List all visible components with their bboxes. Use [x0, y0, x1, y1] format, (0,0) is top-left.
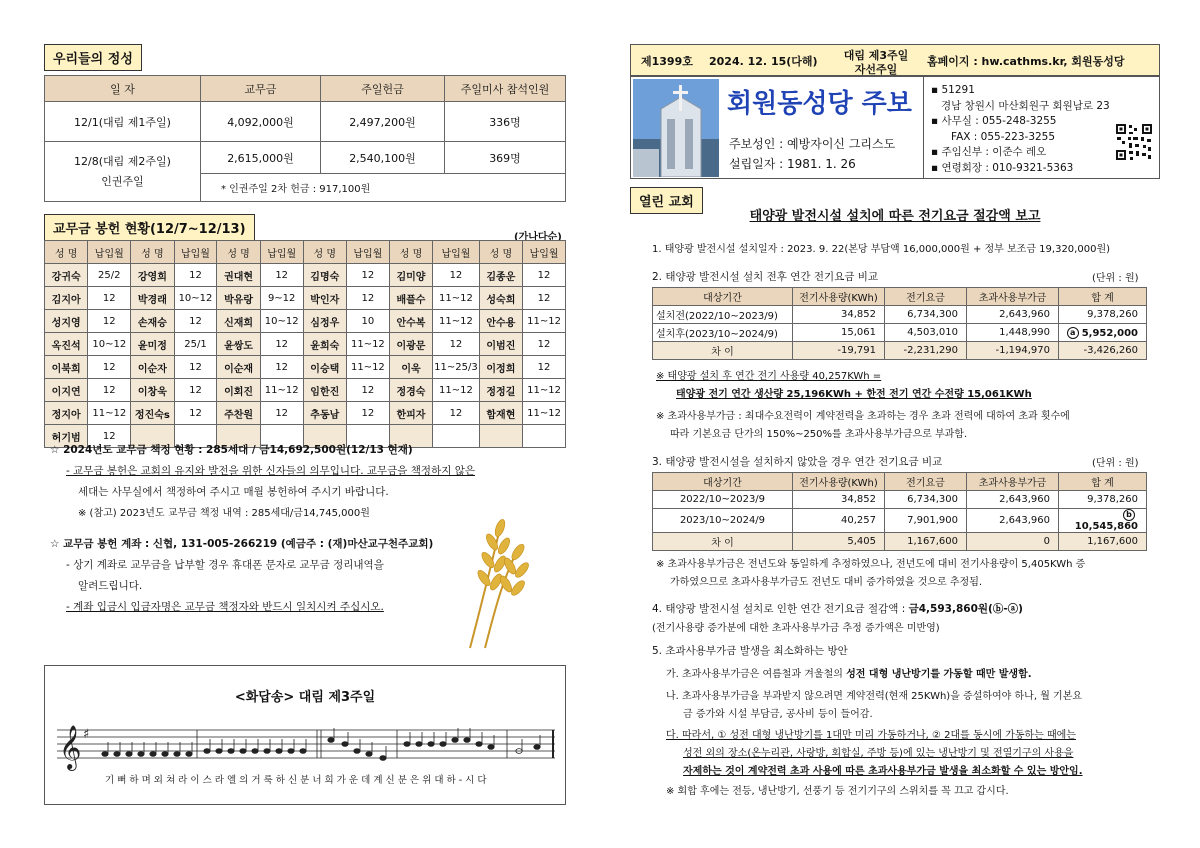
t2-r2-surcharge: 2,643,960	[967, 509, 1059, 533]
status-month-cell: 11~12	[346, 356, 389, 379]
offering-row1-attend: 336명	[445, 102, 566, 142]
t1-r1-fee: 6,734,300	[885, 306, 967, 324]
t1-header-usage: 전기사용량(KWh)	[793, 288, 885, 306]
status-name-cell: 이순자	[131, 356, 174, 379]
church-photo	[633, 79, 719, 177]
contact-info	[931, 83, 1110, 176]
item5a	[666, 665, 1032, 680]
pastor: ▪ 주임신부 : 이준수 레오	[931, 146, 1047, 158]
offering-table	[44, 75, 566, 202]
offering-row1-gyomu: 4,092,000원	[201, 102, 321, 142]
t1-header-total: 합 계	[1059, 288, 1147, 306]
info-divider	[923, 77, 924, 178]
offering-section-title: 우리들의 정성	[44, 44, 142, 71]
status-name-cell: 정경숙	[389, 379, 432, 402]
t1-r2-period: 설치후(2023/10~2024/9)	[653, 324, 793, 342]
svg-text:𝄞: 𝄞	[59, 725, 82, 769]
note1-line2: 세대는 사무실에서 책정하여 주시고 매월 봉헌하여 주시기 바랍니다.	[78, 486, 389, 498]
note1-line1: - 교무금 봉헌은 교회의 유지와 발전을 위한 신자들의 의무입니다. 교무금을 책정하지 않은	[66, 465, 475, 477]
status-month-cell: 12	[174, 356, 217, 379]
status-name-cell: 이정희	[479, 356, 522, 379]
item5a-bold: 성전 대형 냉난방기를 가동할 때만 발생함.	[846, 669, 1032, 680]
patron-saint: 주보성인 : 예방자이신 그리스도	[729, 137, 896, 151]
offering-header-attend: 주일미사 참석인원	[445, 76, 566, 102]
t2-note1b: 가하였으므로 초과사용부가금도 전년도 대비 증가하였을 것으로 추정됨.	[670, 577, 983, 588]
status-month-cell: 11~12	[260, 379, 303, 402]
status-month-cell: 12	[523, 264, 566, 287]
table1	[652, 287, 1147, 360]
status-table	[44, 240, 566, 448]
t2-header-surcharge: 초과사용부가금	[967, 473, 1059, 491]
issue-date: 2024. 12. 15(다해)	[709, 55, 818, 68]
item5c2: 성전 외의 장소(온누리관, 사랑방, 회합실, 주방 등)에 있는 냉난방기 및 전열기구의 사용을	[683, 748, 1074, 759]
music-staff	[57, 716, 557, 771]
status-name-cell: 윤희숙	[303, 333, 346, 356]
status-month-cell: 12	[346, 264, 389, 287]
mark-b: b	[1123, 509, 1135, 521]
founded-date: 설립일자 : 1981. 1. 26	[729, 157, 856, 171]
status-name-cell: 김미양	[389, 264, 432, 287]
status-name-cell: 강영희	[131, 264, 174, 287]
postal-code: ▪ 51291	[931, 84, 975, 96]
status-month-cell: 12	[88, 425, 131, 448]
t2-diff-fee: 1,167,600	[885, 533, 967, 551]
offering-row2-heongeum: 2,540,100원	[321, 142, 445, 174]
status-header-name: 성 명	[389, 241, 432, 264]
status-header-name: 성 명	[479, 241, 522, 264]
status-month-cell: 10~12	[88, 333, 131, 356]
offering-header-date: 일 자	[45, 76, 201, 102]
status-header-month: 납입월	[523, 241, 566, 264]
status-month-cell: 11~12	[433, 310, 480, 333]
status-name-cell: 윤미정	[131, 333, 174, 356]
item4-note: (전기사용량 증가분에 대한 초과사용부가금 추정 증가액은 미반영)	[652, 623, 940, 634]
status-month-cell: 11~12	[433, 379, 480, 402]
status-name-cell: 추동남	[303, 402, 346, 425]
status-name-cell: 안수용	[479, 310, 522, 333]
t1-r2-usage: 15,061	[793, 324, 885, 342]
status-month-cell: 12	[174, 310, 217, 333]
item5: 5. 초과사용부가금 발생을 최소화하는 방안	[652, 645, 848, 657]
item4-label: 4. 태양광 발전시설 설치로 인한 연간 전기요금 절감액 :	[652, 603, 909, 615]
t1-diff-usage: -19,791	[793, 342, 885, 360]
offering-row1-date: 12/1(대림 제1주일)	[45, 102, 201, 142]
status-month-cell: 12	[346, 379, 389, 402]
t1-note1a: ※ 태양광 설치 후 연간 전기 사용량 40,257KWh =	[656, 371, 882, 382]
status-name-cell: 이욱	[389, 356, 432, 379]
status-month-cell: 25/2	[88, 264, 131, 287]
status-name-cell: 김종운	[479, 264, 522, 287]
status-name-cell: 김명숙	[303, 264, 346, 287]
president: ▪ 연령회장 : 010-9321-5363	[931, 161, 1074, 174]
status-name-cell: 이범진	[479, 333, 522, 356]
t2-r1-surcharge: 2,643,960	[967, 491, 1059, 509]
t1-diff-surcharge: -1,194,970	[967, 342, 1059, 360]
status-name-cell: 강귀숙	[45, 264, 88, 287]
status-name-cell: 함재현	[479, 402, 522, 425]
status-month-cell: 12	[174, 264, 217, 287]
status-name-cell: 임한진	[303, 379, 346, 402]
status-month-cell: 12	[88, 356, 131, 379]
status-name-cell: 윤쌍도	[217, 333, 260, 356]
status-month-cell: 12	[260, 333, 303, 356]
status-month-cell	[523, 425, 566, 448]
status-name-cell: 이북희	[45, 356, 88, 379]
status-header-month: 납입월	[88, 241, 131, 264]
status-order-note: (가나다순)	[514, 232, 562, 243]
masthead	[630, 76, 1160, 179]
status-row	[45, 287, 566, 310]
status-month-cell: 12	[174, 402, 217, 425]
status-month-cell: 11~12	[523, 310, 566, 333]
wheat-illustration	[440, 500, 540, 650]
song-box	[44, 665, 566, 805]
status-row	[45, 379, 566, 402]
status-month-cell: 12	[346, 287, 389, 310]
status-month-cell: 12	[174, 379, 217, 402]
offering-row2-gyomu: 2,615,000원	[201, 142, 321, 174]
item5c1: 다. 따라서, ① 성전 대형 냉난방기를 1대만 미리 가동하거나, ② 2대를 동시에 가동하는 때에는	[666, 730, 1076, 741]
status-month-cell: 12	[260, 264, 303, 287]
t2-r1-total: 9,378,260	[1059, 491, 1147, 509]
office-phone-text: 사무실 : 055-248-3255	[941, 115, 1057, 127]
status-month-cell: 12	[88, 310, 131, 333]
t2-r1-period: 2022/10~2023/9	[653, 491, 793, 509]
status-month-cell: 11~25/3	[433, 356, 480, 379]
president-text: 연령회장 : 010-9321-5363	[941, 161, 1074, 174]
item5b1: 나. 초과사용부가금을 부과받지 않으려면 계약전력(현재 25KWh)을 증설하여야 하나, 월 기본요	[666, 691, 1083, 702]
status-month-cell	[433, 425, 480, 448]
status-name-cell: 박인자	[303, 287, 346, 310]
status-month-cell: 12	[260, 356, 303, 379]
t2-header-fee: 전기요금	[885, 473, 967, 491]
note2-line1: - 상기 계좌로 교무금을 납부할 경우 휴대폰 문자로 교무금 정리내역을	[66, 559, 384, 571]
t1-r2-total	[1059, 324, 1147, 342]
status-name-cell: 이승택	[303, 356, 346, 379]
status-header-name: 성 명	[45, 241, 88, 264]
status-header-name: 성 명	[303, 241, 346, 264]
status-name-cell: 정지아	[45, 402, 88, 425]
postal-code-text: 51291	[941, 84, 975, 96]
t1-note2b: 따라 기본요금 단가의 150%~250%를 초과사용부가금으로 부과함.	[670, 429, 968, 440]
t2-diff-surcharge: 0	[967, 533, 1059, 551]
item4	[652, 601, 1023, 616]
status-month-cell: 12	[523, 287, 566, 310]
fax-number: FAX : 055-223-3255	[951, 130, 1056, 143]
song-lyrics: 기 뻐 하 며 외 쳐 라 이 스 라 엘 의 거 룩 하 신 분 너 희 가 운 데 계 신 분 은 위 대 하 - 시 다	[105, 775, 487, 786]
t1-diff-label: 차 이	[653, 342, 793, 360]
t1-r1-surcharge: 2,643,960	[967, 306, 1059, 324]
t1-header-surcharge: 초과사용부가금	[967, 288, 1059, 306]
offering-row2-attend: 369명	[445, 142, 566, 174]
status-month-cell: 10~12	[174, 287, 217, 310]
t2-r1-fee: 6,734,300	[885, 491, 967, 509]
t1-header-period: 대상기간	[653, 288, 793, 306]
status-month-cell: 9~12	[260, 287, 303, 310]
t1-note1b: 태양광 전기 연간 생산량 25,196KWh + 한전 전기 연간 수전량 15,061KWh	[676, 389, 1032, 400]
offering-row2-date-line2: 인권주일	[101, 174, 144, 188]
t1-r1-usage: 34,852	[793, 306, 885, 324]
offering-row1-heongeum: 2,497,200원	[321, 102, 445, 142]
status-month-cell: 11~12	[523, 379, 566, 402]
status-month-cell: 12	[88, 287, 131, 310]
t2-diff-usage: 5,405	[793, 533, 885, 551]
table2-unit: (단위 : 원)	[1092, 458, 1139, 469]
t2-r1-usage: 34,852	[793, 491, 885, 509]
offering-row2-date-line1: 12/8(대림 제2주일)	[74, 154, 171, 168]
t1-diff-fee: -2,231,290	[885, 342, 967, 360]
status-month-cell: 10	[346, 310, 389, 333]
status-month-cell: 12	[523, 356, 566, 379]
address: 경남 창원시 마산회원구 회원남로 23	[941, 99, 1110, 112]
status-month-cell: 12	[433, 333, 480, 356]
status-row	[45, 402, 566, 425]
status-row	[45, 264, 566, 287]
offering-header-heongeum: 주일헌금	[321, 76, 445, 102]
status-name-cell: 이창욱	[131, 379, 174, 402]
status-name-cell: 신재희	[217, 310, 260, 333]
status-month-cell: 12	[433, 402, 480, 425]
status-header-row	[45, 241, 566, 264]
status-name-cell: 이광문	[389, 333, 432, 356]
office-phone: ▪ 사무실 : 055-248-3255	[931, 115, 1057, 127]
status-name-cell: 이회진	[217, 379, 260, 402]
t1-r2-fee: 4,503,010	[885, 324, 967, 342]
issue-number: 제1399호	[641, 55, 693, 68]
season-line2: 자선주일	[854, 63, 898, 76]
status-name-cell: 권대현	[217, 264, 260, 287]
qr-code-icon[interactable]	[1115, 123, 1153, 161]
status-row	[45, 333, 566, 356]
t1-r2-total-value: 5,952,000	[1081, 327, 1138, 339]
status-name-cell: 안수복	[389, 310, 432, 333]
status-month-cell: 10~12	[260, 310, 303, 333]
t2-r2-period: 2023/10~2024/9	[653, 509, 793, 533]
status-row	[45, 310, 566, 333]
status-section-title: 교무금 봉헌 현황(12/7~12/13)	[44, 214, 255, 241]
note2-line2: 알려드립니다.	[78, 580, 143, 592]
status-name-cell: 정정길	[479, 379, 522, 402]
status-header-month: 납입월	[260, 241, 303, 264]
item4-amount: 금4,593,860원(ⓑ-ⓐ)	[908, 603, 1023, 615]
t2-header-usage: 전기사용량(KWh)	[793, 473, 885, 491]
masthead-title: 회원동성당 주보	[727, 89, 912, 119]
status-row	[45, 356, 566, 379]
status-name-cell: 성숙희	[479, 287, 522, 310]
item3: 3. 태양광 발전시설을 설치하지 않았을 경우 연간 전기요금 비교	[652, 456, 943, 468]
table2	[652, 472, 1147, 551]
t1-r2-surcharge: 1,448,990	[967, 324, 1059, 342]
status-month-cell: 25/1	[174, 333, 217, 356]
offering-header-gyomu: 교무금	[201, 76, 321, 102]
table1-unit: (단위 : 원)	[1092, 273, 1139, 284]
status-name-cell: 손재승	[131, 310, 174, 333]
status-name-cell: 박유랑	[217, 287, 260, 310]
mark-a: a	[1067, 327, 1079, 339]
item-end: ※ 회합 후에는 전등, 냉난방기, 선풍기 등 전기기구의 스위치를 꼭 끄고 갑시다.	[666, 786, 1009, 797]
t2-note1a: ※ 초과사용부가금은 전년도와 동일하게 추정하였으나, 전년도에 대비 전기사용량이 5,405KWh 증	[656, 559, 1086, 570]
status-header-month: 납입월	[346, 241, 389, 264]
t2-r2-usage: 40,257	[793, 509, 885, 533]
t1-header-fee: 전기요금	[885, 288, 967, 306]
svg-text:♯: ♯	[83, 727, 90, 742]
status-month-cell: 12	[88, 379, 131, 402]
t2-header-total: 합 계	[1059, 473, 1147, 491]
t1-r1-total: 9,378,260	[1059, 306, 1147, 324]
t2-diff-label: 차 이	[653, 533, 793, 551]
status-name-cell: 김지아	[45, 287, 88, 310]
t1-diff-total: -3,426,260	[1059, 342, 1147, 360]
t1-note2a: ※ 초과사용부가금 : 최대수요전력이 계약전력을 초과하는 경우 초과 전력에 대하여 초과 횟수에	[656, 411, 1070, 422]
item5a-text: 가. 초과사용부가금은 여름철과 겨울철의	[666, 669, 847, 680]
status-name-cell: 이지연	[45, 379, 88, 402]
t2-r2-total-value: 10,545,860	[1074, 521, 1138, 532]
note2-title: ☆ 교무금 봉헌 계좌 : 신협, 131-005-266219 (예금주 : (재)마산교구천주교회)	[50, 538, 434, 550]
t2-r2-total	[1059, 509, 1147, 533]
status-header-month: 납입월	[174, 241, 217, 264]
status-name-cell: 주찬원	[217, 402, 260, 425]
status-name-cell: 박경래	[131, 287, 174, 310]
item5c3: 자제하는 것이 계약전력 초과 사용에 따른 초과사용부가금 발생을 최소화할 수 있는 방안임.	[683, 766, 1083, 777]
status-header-month: 납입월	[433, 241, 480, 264]
note2-line3: - 계좌 입금시 입금자명은 교무금 책정자와 반드시 일치시켜 주십시오.	[66, 601, 384, 613]
item5b2: 금 증가와 시설 부담금, 공사비 등이 들어감.	[683, 709, 873, 720]
status-month-cell: 12	[346, 402, 389, 425]
section-tab: 열린 교회	[630, 187, 703, 214]
offering-row2-date	[45, 142, 201, 202]
status-name-cell: 성지영	[45, 310, 88, 333]
season-line1: 대림 제3주일	[843, 49, 909, 62]
note1-title: ☆ 2024년도 교무금 책정 현황 : 285세대 / 금14,692,500원(12/13 현재)	[50, 444, 413, 456]
status-name-cell: 옥진석	[45, 333, 88, 356]
t1-r1-period: 설치전(2022/10~2023/9)	[653, 306, 793, 324]
status-month-cell: 11~12	[346, 333, 389, 356]
status-name-cell: 이순재	[217, 356, 260, 379]
status-month-cell: 12	[523, 333, 566, 356]
status-name-cell: 정진숙s	[131, 402, 174, 425]
status-month-cell: 11~12	[523, 402, 566, 425]
note1-line3: ※ (참고) 2023년도 교무금 책정 내역 : 285세대/금14,745,000원	[78, 508, 370, 519]
status-month-cell: 11~12	[88, 402, 131, 425]
item1: 1. 태양광 발전시설 설치일자 : 2023. 9. 22(본당 부담액 16,000,000원 + 정부 보조금 19,320,000원)	[652, 244, 1110, 255]
status-month-cell: 12	[260, 402, 303, 425]
status-name-cell: 배플수	[389, 287, 432, 310]
t2-header-period: 대상기간	[653, 473, 793, 491]
status-name-cell: 허기범	[45, 425, 88, 448]
song-title: <화답송> 대림 제3주일	[234, 690, 376, 705]
status-name-cell: 심정우	[303, 310, 346, 333]
pastor-text: 주임신부 : 이준수 레오	[941, 146, 1047, 158]
status-name-cell: 한피자	[389, 402, 432, 425]
status-header-name: 성 명	[217, 241, 260, 264]
t2-r2-fee: 7,901,900	[885, 509, 967, 533]
status-name-cell	[479, 425, 522, 448]
bulletin-header	[630, 44, 1160, 76]
item2: 2. 태양광 발전시설 설치 전후 연간 전기요금 비교	[652, 271, 879, 283]
t2-diff-total: 1,167,600	[1059, 533, 1147, 551]
status-header-name: 성 명	[131, 241, 174, 264]
status-month-cell: 12	[433, 264, 480, 287]
offering-row2-note: * 인권주일 2차 헌금 : 917,100원	[201, 174, 566, 202]
homepage: 홈페이지 : hw.cathms.kr, 회원동성당	[927, 55, 1125, 68]
report-title: 태양광 발전시설 설치에 따른 전기요금 절감액 보고	[749, 209, 1041, 224]
status-month-cell: 11~12	[433, 287, 480, 310]
